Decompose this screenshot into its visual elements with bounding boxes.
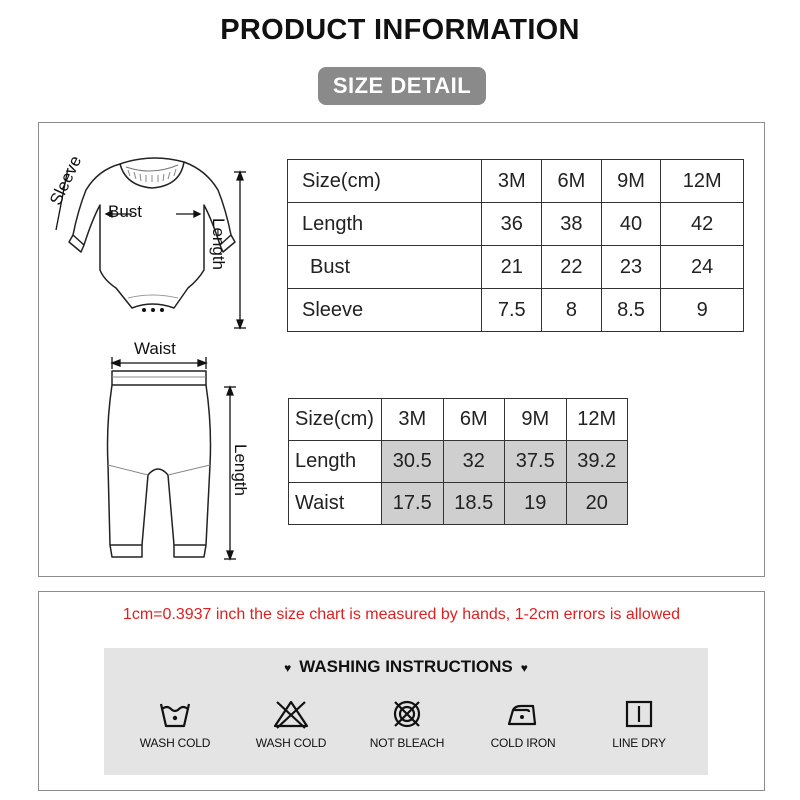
measurement-note: 1cm=0.3937 inch the size chart is measured by hands, 1-2cm errors is allowed (122, 606, 681, 623)
table-cell: 20 (566, 483, 628, 525)
care-label: LINE DRY (612, 736, 666, 750)
table-header-cell: 3M (482, 160, 542, 203)
bodysuit-illustration (48, 150, 278, 335)
length-label-pants: Length (231, 444, 250, 496)
line-dry-icon (622, 698, 656, 730)
care-item-wash-cold (120, 698, 230, 750)
row-label: Length (289, 441, 382, 483)
table-header-cell: 3M (382, 399, 444, 441)
table-cell: 36 (482, 203, 542, 246)
table-cell: 23 (601, 246, 661, 289)
heart-icon: ♥ (284, 661, 292, 675)
table-header-cell: 12M (566, 399, 628, 441)
no-tumble-icon (271, 698, 311, 730)
table-cell: 9 (661, 289, 744, 332)
washing-title-text: WASHING INSTRUCTIONS (299, 657, 513, 676)
table-cell: 38 (542, 203, 602, 246)
table-header-cell: 6M (443, 399, 505, 441)
table-cell: 8 (542, 289, 602, 332)
care-label: WASH COLD (139, 736, 211, 750)
care-item-line-dry (584, 698, 694, 750)
table-header-cell: 6M (542, 160, 602, 203)
care-label: WASH COLD (255, 736, 327, 750)
table-row (288, 160, 744, 203)
no-bleach-icon (389, 698, 425, 730)
iron-icon (505, 698, 541, 730)
table-header-cell: 12M (661, 160, 744, 203)
table-header-cell: 9M (601, 160, 661, 203)
table-cell: 7.5 (482, 289, 542, 332)
table-cell: 21 (482, 246, 542, 289)
table-cell: 32 (443, 441, 505, 483)
table-cell: 18.5 (443, 483, 505, 525)
row-label: Bust (288, 246, 482, 289)
care-label: NOT BLEACH (369, 736, 445, 750)
row-label: Waist (289, 483, 382, 525)
snap-dot (142, 308, 146, 312)
table-row (289, 441, 628, 483)
care-item-not-bleach (352, 698, 462, 750)
table-cell: 37.5 (505, 441, 567, 483)
snap-dot (160, 308, 164, 312)
table-cell: 40 (601, 203, 661, 246)
table-cell: 42 (661, 203, 744, 246)
table-cell: 8.5 (601, 289, 661, 332)
wash-tub-icon (158, 698, 192, 730)
care-item-cold-iron (468, 698, 578, 750)
table-cell: 17.5 (382, 483, 444, 525)
pants-size-table (288, 398, 628, 525)
table-cell: 24 (661, 246, 744, 289)
table-cell: 39.2 (566, 441, 628, 483)
table-cell: 30.5 (382, 441, 444, 483)
table-row (289, 399, 628, 441)
row-label: Sleeve (288, 289, 482, 332)
page-title: PRODUCT INFORMATION (220, 14, 580, 46)
table-cell: 19 (505, 483, 567, 525)
sleeve-label: Sleeve (46, 152, 86, 209)
bodysuit-size-table (287, 159, 744, 332)
size-detail-badge: SIZE DETAIL (318, 67, 486, 105)
table-row (289, 483, 628, 525)
table-header-cell: Size(cm) (288, 160, 482, 203)
care-label: COLD IRON (490, 736, 556, 750)
care-item-wash-cold-2 (236, 698, 346, 750)
table-header-cell: Size(cm) (289, 399, 382, 441)
table-cell: 22 (542, 246, 602, 289)
length-label-bodysuit: Length (209, 218, 228, 270)
table-row (288, 289, 744, 332)
snap-dot (151, 308, 155, 312)
table-row (288, 203, 744, 246)
table-row (288, 246, 744, 289)
bust-label: Bust (108, 202, 143, 221)
row-label: Length (288, 203, 482, 246)
heart-icon: ♥ (520, 661, 528, 675)
washing-instructions-title (104, 657, 708, 677)
waist-label: Waist (134, 339, 176, 358)
table-header-cell: 9M (505, 399, 567, 441)
